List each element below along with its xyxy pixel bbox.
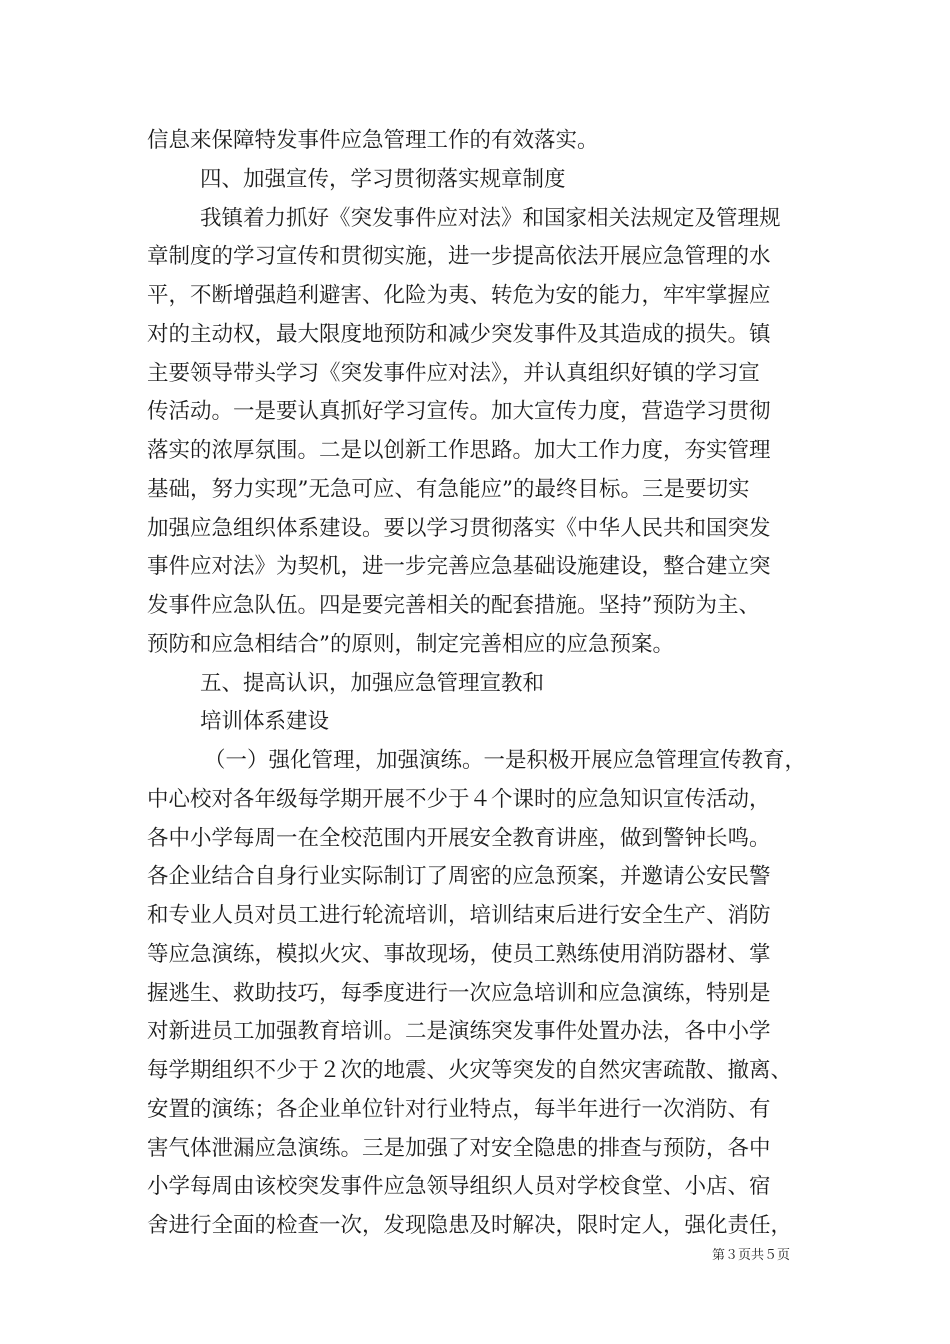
text-line: 对新进员工加强教育培训。二是演练突发事件处置办法，各中小学 [147, 1019, 771, 1045]
text-line: 落实的浓厚氛围。二是以创新工作思路。加大工作力度，夯实管理 [147, 438, 771, 463]
text-line: 四、加强宣传，学习贯彻落实规章制度 [200, 166, 566, 192]
text-line: 发事件应急队伍。四是要完善相关的配套措施。坚持”预防为主、 [147, 593, 760, 618]
text-line: 害气体泄漏应急演练。三是加强了对安全隐患的排查与预防，各中 [147, 1135, 771, 1161]
text-line: 和专业人员对员工进行轮流培训，培训结束后进行安全生产、消防 [147, 903, 771, 928]
text-line: 事件应对法》为契机，进一步完善应急基础设施建设，整合建立突 [147, 554, 771, 580]
text-line: 握逃生、救助技巧，每季度进行一次应急培训和应急演练，特别是 [147, 980, 771, 1006]
text-line: 我镇着力抓好《突发事件应对法》和国家相关法规定及管理规 [200, 205, 781, 231]
document-body [147, 122, 823, 1246]
page-number-footer: 第３页共５页 [712, 1248, 791, 1263]
text-line: 各中小学每周一在全校范围内开展安全教育讲座，做到警钟长鸣。 [147, 825, 771, 851]
text-line: 加强应急组织体系建设。要以学习贯彻落实《中华人民共和国突发 [147, 515, 771, 541]
text-line: 各企业结合自身行业实际制订了周密的应急预案，并邀请公安民警 [147, 864, 771, 890]
text-line: （一）强化管理，加强演练。一是积极开展应急管理宣传教育， [204, 748, 807, 773]
text-line: 预防和应急相结合”的原则，制定完善相应的应急预案。 [147, 631, 674, 657]
text-line: 主要领导带头学习《突发事件应对法》，并认真组织好镇的学习宣 [147, 360, 760, 386]
text-line: 章制度的学习宣传和贯彻实施，进一步提高依法开展应急管理的水 [147, 244, 771, 270]
text-line: 每学期组织不少于２次的地震、火灾等突发的自然灾害疏散、撤离、 [147, 1058, 793, 1083]
text-line: 培训体系建设 [200, 709, 330, 735]
text-line: 等应急演练，模拟火灾、事故现场，使员工熟练使用消防器材、掌 [147, 941, 771, 967]
text-line: 基础，努力实现”无急可应、有急能应”的最终目标。三是要切实 [147, 476, 750, 502]
text-line: 小学每周由该校突发事件应急领导组织人员对学校食堂、小店、宿 [147, 1174, 771, 1200]
text-line: 对的主动权，最大限度地预防和减少突发事件及其造成的损失。镇 [147, 321, 771, 347]
text-line: 传活动。一是要认真抓好学习宣传。加大宣传力度，营造学习贯彻 [147, 399, 771, 425]
text-line: 五、提高认识，加强应急管理宣教和 [200, 670, 545, 696]
text-line: 舍进行全面的检查一次，发现隐患及时解决，限时定人，强化责任， [147, 1213, 793, 1238]
text-line: 信息来保障特发事件应急管理工作的有效落实。 [147, 128, 599, 153]
text-line: 安置的演练；各企业单位针对行业特点，每半年进行一次消防、有 [147, 1096, 771, 1122]
text-line: 中心校对各年级每学期开展不少于４个课时的应急知识宣传活动， [147, 786, 771, 812]
text-line: 平，不断增强趋利避害、化险为夷、转危为安的能力，牢牢掌握应 [147, 283, 771, 308]
